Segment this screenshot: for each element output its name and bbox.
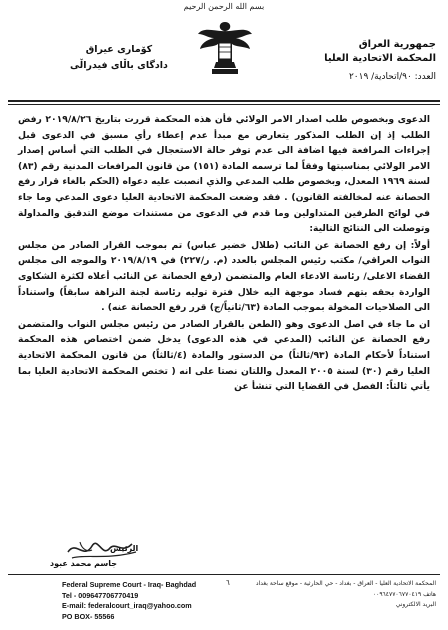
- footer-court-address: Federal Supreme Court - Iraq- Baghdad: [62, 580, 197, 589]
- country-name-kurdish: كۆماری عیراق: [85, 44, 153, 55]
- footer-contact-english: [62, 580, 196, 622]
- footer-divider: [8, 574, 440, 575]
- footer-phone-arabic: هاتف ٠٠٩٦٤٧٧٠٦٧٧٠٤١٩: [372, 590, 436, 598]
- page-number: ٦: [226, 579, 230, 587]
- footer-phone: Tel - 009647706770419: [62, 590, 139, 600]
- footer-email: E-mail: federalcourt_iraq@yahoo.com: [62, 601, 192, 610]
- signatory-name: جاسم محمد عبود: [50, 559, 118, 568]
- footer-contact-arabic: [236, 579, 436, 611]
- footer-address-arabic: المحكمة الاتحادية العليا - العراق - بغداد - حي الحارثية - موقع ساحة بغداد: [255, 580, 436, 587]
- footer-email-label-arabic: البريد الالكتروني: [395, 601, 436, 608]
- decision-body: [18, 112, 430, 395]
- paragraph-first-finding: أولاً: إن رفع الحصانة عن النائب (طلال خضير عباس) تم بموجب القرار الصادر من مجلس النواب العراقي/ مكتب رئيس المجلس بالعدد (م. ر/٢٢٧) في ٢٠١٩/٨/١٩ والموجه الى مجلس القضاء الاعلى/ رئاسة الادعاء العام والمتضمن (رفع الحصانة عن النائب أعلاه لكثرة الشكاوى الواردة بحقه بتهم فساد موجهة اليه خلال فترة توليه رئاسة لجنة النزاهة سابقاً) واستناداً الى الصلاحيات المخولة بموجب المادة (٦٣/ثانياً/ج) قرر رفع الحصانة عنه) .: [18, 239, 430, 314]
- court-name-kurdish: دادگای باڵای فیدراڵی: [70, 60, 168, 71]
- header-divider-thin: [8, 104, 440, 105]
- paragraph-jurisdiction: ان ما جاء في اصل الدعوى وهو (الطعن بالقرار الصادر من رئيس مجلس النواب والمتضمن رفع الحصانة عن النائب (المدعي في هذه الدعوى) يدخل ضمن اختصاص هذه المحكمة استناداً لأحكام المادة (٩٣/ثالثاً) من الدستور والمادة (٤/ثالثاً) من قانون المحكمة الاتحادية العليا رقم (٣٠) لسنة ٢٠٠٥ المعدل واللتان نصتا على انه ( تختص المحكمة الاتحادية العليا بما يأتي ثالثاً: الفصل في القضايا التي تنشأ عن: [18, 318, 430, 393]
- header-issuer-arabic: [286, 38, 436, 84]
- basmala-heading: بسم الله الرحمن الرحيم: [183, 2, 265, 11]
- header-divider: [8, 100, 440, 102]
- signatory-title: الرئيس: [110, 544, 139, 553]
- header-issuer-kurdish: [64, 42, 174, 74]
- country-name: جمهورية العراق: [358, 39, 436, 50]
- paragraph-ruling-on-order: الدعوى وبخصوص طلب اصدار الامر الولائي فأن هذه المحكمة قررت بتاريخ ٢٠١٩/٨/٢٦ رفض الطلب إذ إن الطلب المذكور يتعارض مع مبدأ عدم إعطاء رأي مسبق في الدعوى قبل إجراءات المرافعة فيها اضافة الى عدم توفر حالة الاستعجال في الطلب التي أساس إصدار الامر الولائي بمناسبتها وفقاً لما ترسمه المادة (١٥١) من قانون المرافعات المدنية رقم (٨٣) لسنة ١٩٦٩ المعدل، وبخصوص طلب المدعي والذي انصبت عليه دعواه (الحكم بالغاء قرار رفع الحصانة عنه لمخالفته القانون) . فقد وضعت المحكمة الاتحادية العليا دعوى المدعي وما جاء في لوائح الطرفين المتداولين وما قدم في الدعوى من مستندات موضع التدقيق والمداولة وتوصلت الى النتائج التالية:: [18, 114, 430, 235]
- case-number: العدد: ٩٠/اتحادية/ ٢٠١٩: [348, 72, 436, 82]
- iraq-eagle-emblem-icon: [196, 16, 254, 78]
- footer-po-box: PO BOX- 55566: [62, 611, 115, 621]
- court-name: المحكمة الاتحادية العليا: [324, 53, 436, 64]
